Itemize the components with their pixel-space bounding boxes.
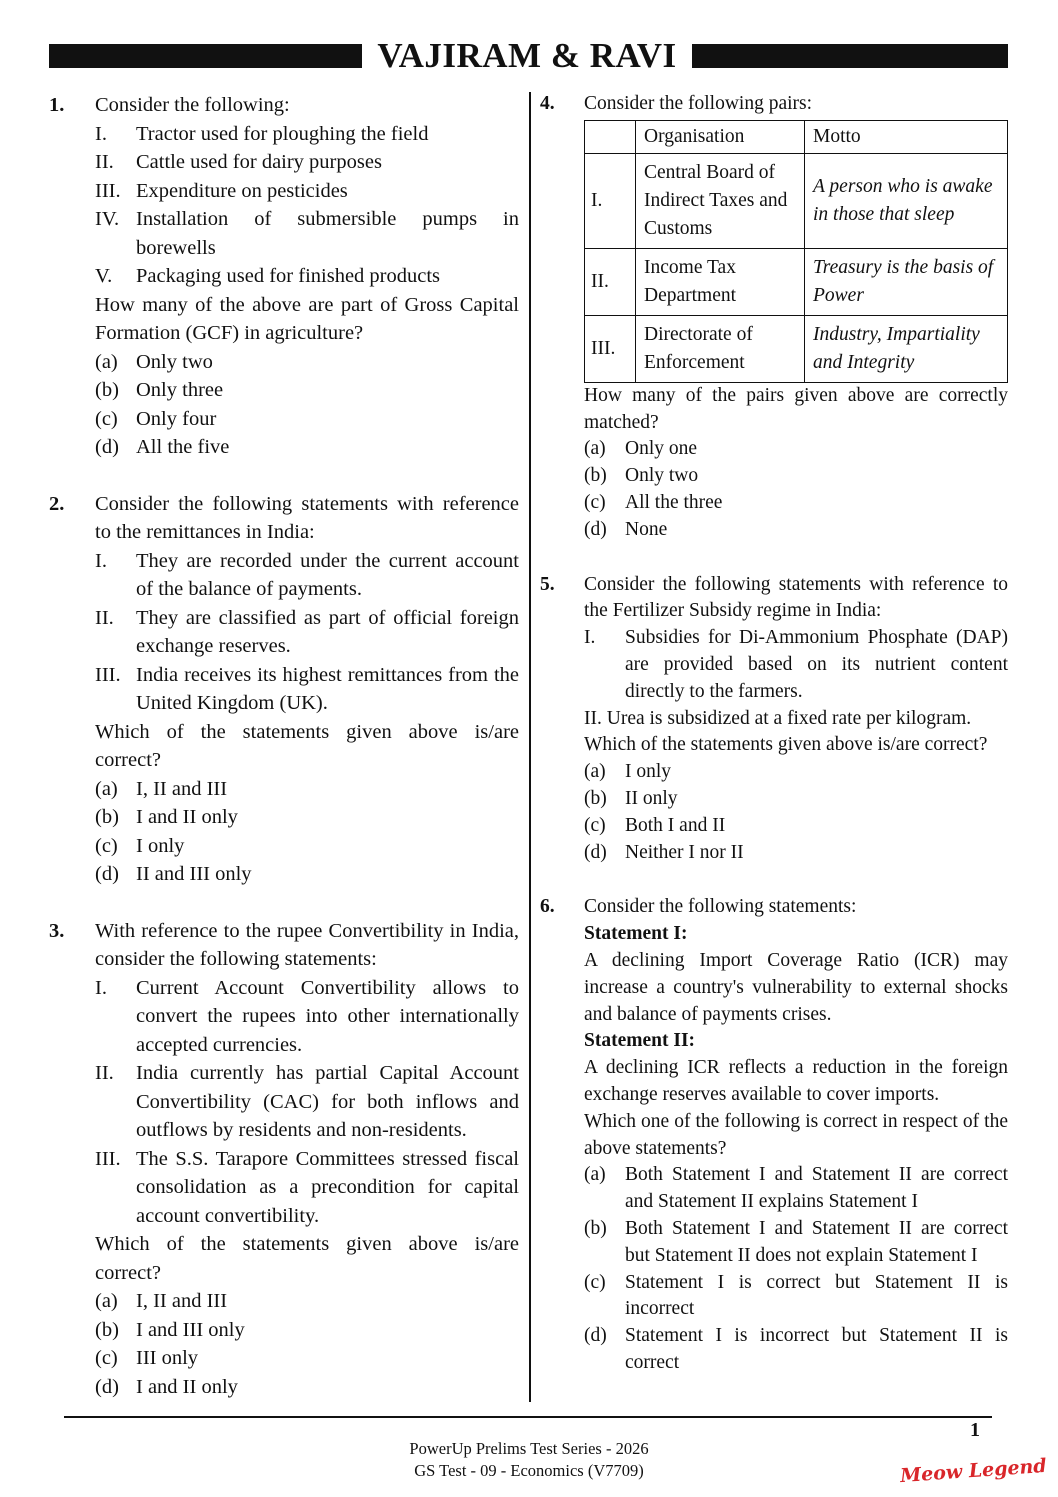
question-text: Consider the following pairs: xyxy=(584,93,813,114)
option-c[interactable] xyxy=(584,813,1008,840)
option-letter: (b) xyxy=(584,1217,607,1239)
page-title: VAJIRAM & RAVI xyxy=(377,36,677,75)
question-1 xyxy=(49,91,519,462)
statement xyxy=(584,625,1008,705)
table-cell-organisation: Central Board of Indirect Taxes and Customs xyxy=(636,153,805,248)
option-d[interactable] xyxy=(584,517,1008,544)
statement-1-label: Statement I: xyxy=(584,923,688,945)
option-a[interactable] xyxy=(584,759,1008,786)
table-cell-motto: Industry, Impartiality and Integrity xyxy=(805,315,1008,382)
statement-text: Installation of submersible pumps in borewells xyxy=(136,208,519,259)
statement-2-label: Statement II: xyxy=(584,1030,696,1052)
option-c[interactable] xyxy=(584,490,1008,517)
question-6 xyxy=(540,894,1008,1376)
statement-numeral: II. xyxy=(95,151,114,173)
option-text: I and II only xyxy=(136,1375,238,1398)
option-text: All the five xyxy=(136,436,230,458)
option-c[interactable] xyxy=(584,1270,1008,1324)
table-cell-motto: Treasury is the basis of Power xyxy=(805,248,1008,315)
statement xyxy=(95,120,519,149)
statement xyxy=(95,604,519,661)
question-number: 3. xyxy=(49,919,65,942)
footer-test: GS Test - 09 - Economics (V7709) xyxy=(414,1461,644,1480)
option-letter: (a) xyxy=(584,1164,606,1186)
table-header-cell: Organisation xyxy=(636,120,805,153)
option-text: All the three xyxy=(625,491,723,513)
option-text: I and II only xyxy=(136,806,238,828)
question-number: 5. xyxy=(540,573,555,595)
statement-text: They are recorded under the current account of the balance of payments. xyxy=(136,549,519,600)
watermark-signature: Meow Legend xyxy=(899,1454,1048,1488)
option-letter: (a) xyxy=(95,350,118,373)
statement-numeral: III. xyxy=(95,663,121,686)
option-letter: (c) xyxy=(584,814,606,836)
option-text: Both Statement I and Statement II are correct but Statement II does not explain Statement I xyxy=(625,1217,1008,1266)
option-letter: (c) xyxy=(95,407,118,430)
statement-text: Packaging used for finished products xyxy=(136,265,441,287)
question-text: Consider the following statements: xyxy=(584,896,857,918)
option-text: Only one xyxy=(625,438,698,460)
question-5 xyxy=(540,572,1008,867)
statement xyxy=(95,1059,519,1145)
option-text: I, II and III xyxy=(136,1290,228,1312)
option-text: III only xyxy=(136,1347,199,1369)
option-text: Only two xyxy=(136,350,213,373)
option-d[interactable] xyxy=(95,1373,519,1402)
question-number: 6. xyxy=(540,896,555,918)
option-letter: (a) xyxy=(584,438,606,460)
right-column xyxy=(540,91,1008,1377)
option-text: I, II and III xyxy=(136,777,228,800)
question-number: 2. xyxy=(49,492,65,515)
statement xyxy=(584,706,1008,733)
option-letter: (d) xyxy=(584,841,607,863)
question-4 xyxy=(540,91,1008,544)
statement-numeral: IV. xyxy=(95,208,120,230)
option-text: Both I and II xyxy=(625,814,726,836)
statement-numeral: II. xyxy=(95,606,114,629)
header-bar-right xyxy=(692,44,1008,68)
question-prompt: How many of the above are part of Gross Capital Formation (GCF) in agriculture? xyxy=(95,293,519,344)
question-text: Consider the following statements with reference to the Fertilizer Subsidy regime in India: xyxy=(584,573,1008,622)
question-prompt: Which of the statements given above is/are correct? xyxy=(584,734,988,756)
option-b[interactable] xyxy=(95,1316,519,1345)
option-a[interactable] xyxy=(95,775,519,804)
table-header-row xyxy=(585,120,1008,153)
option-a[interactable] xyxy=(95,1287,519,1316)
option-text: Neither I nor II xyxy=(625,841,744,863)
statement-text: Current Account Convertibility allows to convert the rupees into other internationally accepted currencies. xyxy=(136,976,519,1056)
option-text: II and III only xyxy=(136,863,252,885)
option-letter: (b) xyxy=(95,806,119,828)
option-letter: (a) xyxy=(95,777,118,800)
option-letter: (d) xyxy=(95,436,119,458)
question-prompt: Which of the statements given above is/are correct? xyxy=(95,720,519,771)
question-number: 1. xyxy=(49,94,65,116)
option-text: Both Statement I and Statement II are correct and Statement II explains Statement I xyxy=(625,1164,1008,1213)
pairs-table xyxy=(584,120,1008,383)
option-text: I only xyxy=(136,834,185,857)
table-row xyxy=(585,315,1008,382)
option-letter: (d) xyxy=(95,863,119,885)
option-text: Only four xyxy=(136,407,217,430)
option-text: Statement I is incorrect but Statement II is correct xyxy=(625,1325,1008,1373)
statement-numeral: III. xyxy=(95,1147,121,1170)
option-a[interactable] xyxy=(95,348,519,377)
option-text: I only xyxy=(625,761,672,783)
table-cell-numeral: II. xyxy=(585,248,636,315)
option-c[interactable] xyxy=(95,1344,519,1373)
question-2 xyxy=(49,490,519,889)
question-text: With reference to the rupee Convertibility in India, consider the following statements: xyxy=(95,919,519,970)
option-b[interactable] xyxy=(95,376,519,405)
left-column xyxy=(49,91,519,1401)
option-letter: (a) xyxy=(95,1290,118,1312)
statement xyxy=(95,547,519,604)
statement xyxy=(95,1145,519,1231)
statement-numeral: I. xyxy=(95,549,107,572)
statement-text: Tractor used for ploughing the field xyxy=(136,122,429,145)
option-text: None xyxy=(625,518,668,540)
option-letter: (a) xyxy=(584,761,606,783)
statement-text: India receives its highest remittances from the United Kingdom (UK). xyxy=(136,663,519,714)
option-b[interactable] xyxy=(584,1216,1008,1270)
option-text: Statement I is correct but Statement II is incorrect xyxy=(625,1271,1008,1320)
option-letter: (b) xyxy=(95,1318,119,1341)
footer-divider xyxy=(64,1416,992,1418)
question-prompt: Which one of the following is correct in respect of the above statements? xyxy=(584,1110,1008,1159)
option-d[interactable] xyxy=(584,840,1008,867)
option-d[interactable] xyxy=(584,1323,1008,1377)
option-letter: (d) xyxy=(584,518,607,540)
option-letter: (b) xyxy=(584,787,607,809)
question-prompt: How many of the pairs given above are correctly matched? xyxy=(584,384,1008,433)
question-text: Consider the following: xyxy=(95,94,290,116)
table-cell-numeral: I. xyxy=(585,153,636,248)
option-text: Only three xyxy=(136,379,224,401)
statement-text: India currently has partial Capital Account Convertibility (CAC) for both inflows and outflows by residents and non-residents. xyxy=(136,1062,519,1141)
option-d[interactable] xyxy=(95,860,519,889)
statement-text: They are classified as part of official foreign exchange reserves. xyxy=(136,606,519,657)
option-text: Only two xyxy=(625,465,699,487)
option-letter: (c) xyxy=(95,1347,118,1369)
option-text: II only xyxy=(625,787,678,809)
statement-text: The S.S. Tarapore Committees stressed fiscal consolidation as a precondition for capital account convertibility. xyxy=(136,1147,519,1227)
statement-numeral: I. xyxy=(584,627,596,649)
table-cell-organisation: Directorate of Enforcement xyxy=(636,315,805,382)
option-a[interactable] xyxy=(584,436,1008,463)
statement-numeral: II. xyxy=(584,707,602,729)
option-b[interactable] xyxy=(584,786,1008,813)
option-c[interactable] xyxy=(95,405,519,434)
footer-series: PowerUp Prelims Test Series - 2026 xyxy=(409,1439,649,1458)
statement-numeral: V. xyxy=(95,265,113,287)
statement xyxy=(95,661,519,718)
option-letter: (d) xyxy=(584,1325,607,1347)
header-bar-left xyxy=(49,44,362,68)
option-letter: (b) xyxy=(584,465,607,487)
statement xyxy=(95,974,519,1060)
statement xyxy=(95,148,519,177)
table-header-cell: Motto xyxy=(805,120,1008,153)
statement-text: Subsidies for Di-Ammonium Phosphate (DAP) are provided based on its nutrient content directly to the farmers. xyxy=(625,627,1008,702)
statement-numeral: I. xyxy=(95,976,107,999)
option-b[interactable] xyxy=(95,803,519,832)
option-text: I and III only xyxy=(136,1318,245,1341)
statement-text: Urea is subsidized at a fixed rate per kilogram. xyxy=(606,707,972,729)
question-text: Consider the following statements with reference to the remittances in India: xyxy=(95,492,519,543)
question-number: 4. xyxy=(540,93,555,114)
statement-numeral: I. xyxy=(95,122,107,145)
statement-numeral: II. xyxy=(95,1062,114,1084)
statement-1-text: A declining Import Coverage Ratio (ICR) may increase a country's vulnerability to external shocks and balance of payments crises. xyxy=(584,949,1008,1025)
statement-numeral: III. xyxy=(95,179,121,202)
option-a[interactable] xyxy=(584,1162,1008,1216)
option-letter: (b) xyxy=(95,379,119,401)
option-letter: (c) xyxy=(95,834,118,857)
statement xyxy=(95,262,519,291)
table-row xyxy=(585,248,1008,315)
table-cell-organisation: Income Tax Department xyxy=(636,248,805,315)
table-cell-numeral: III. xyxy=(585,315,636,382)
page-number: 1 xyxy=(970,1419,980,1441)
question-3 xyxy=(49,917,519,1402)
column-divider xyxy=(529,92,531,1402)
statement xyxy=(95,205,519,262)
table-cell-motto: A person who is awake in those that sleep xyxy=(805,153,1008,248)
option-letter: (c) xyxy=(584,1271,606,1293)
statement-text: Expenditure on pesticides xyxy=(136,179,348,202)
question-prompt: Which of the statements given above is/are correct? xyxy=(95,1233,519,1284)
statement-text: Cattle used for dairy purposes xyxy=(136,151,382,173)
statement-2-text: A declining ICR reflects a reduction in the foreign exchange reserves available to cover imports. xyxy=(584,1057,1008,1105)
option-letter: (d) xyxy=(95,1375,119,1398)
table-header-cell xyxy=(585,120,636,153)
option-b[interactable] xyxy=(584,463,1008,490)
option-d[interactable] xyxy=(95,433,519,462)
table-row xyxy=(585,153,1008,248)
option-letter: (c) xyxy=(584,491,606,513)
option-c[interactable] xyxy=(95,832,519,861)
statement xyxy=(95,177,519,206)
